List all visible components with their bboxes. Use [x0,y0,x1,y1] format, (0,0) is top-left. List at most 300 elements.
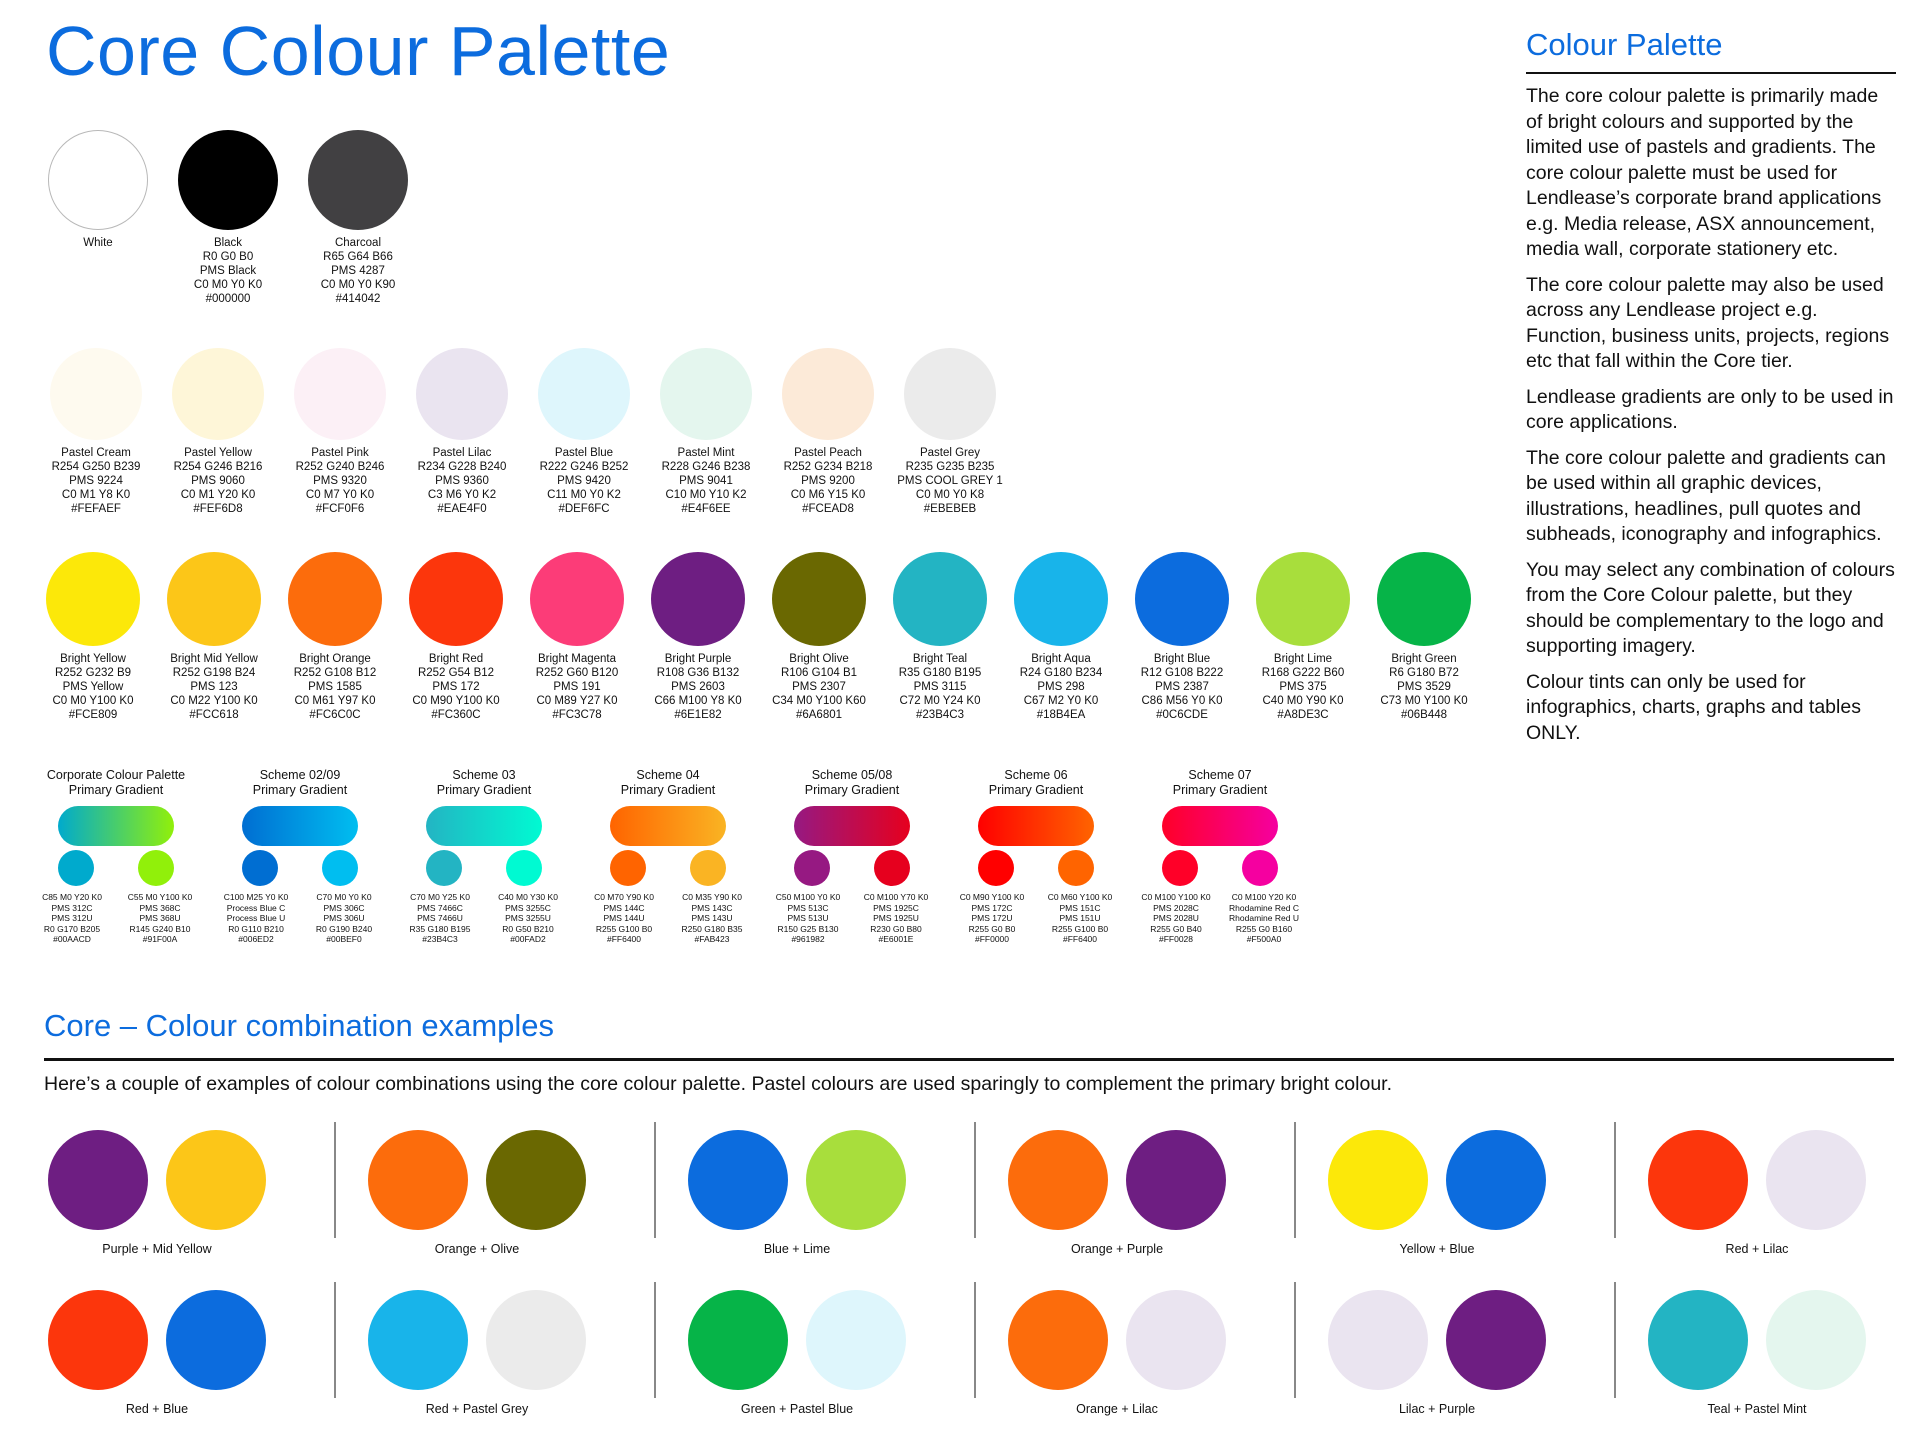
colour-caption [889,446,1011,516]
spec-line: PMS 1925C [873,902,919,913]
gradient-stops [426,850,542,890]
colour-caption [645,446,767,516]
spec-line: C0 M90 Y100 K0 [959,892,1025,902]
colour-spec: C67 M2 Y0 K0 [1023,695,1099,707]
gradient-stop-left [794,850,830,886]
combination-divider [1614,1282,1616,1398]
gradient-swatch [956,768,1116,948]
gradient-spec-left [400,892,480,945]
colour-spec: C11 M0 Y0 K2 [547,489,621,501]
colour-swatch [163,130,293,306]
gradient-stop-left [242,850,278,886]
spec-line: R0 G190 B240 [315,923,373,934]
colour-spec: PMS 3529 [1397,681,1451,693]
gradient-bar [1162,806,1278,846]
gradient-stop-right [322,850,358,886]
combination-colour-b [1126,1130,1226,1230]
spec-line: #00AACD [53,934,91,944]
colour-caption [767,446,889,516]
spec-line: #91F00A [142,934,178,944]
spec-line: #FF0028 [1158,934,1194,944]
colour-swatch [157,348,279,516]
combination-colour-a [368,1290,468,1390]
gradient-subtitle: Primary Gradient [68,783,164,797]
combination-example [674,1290,934,1416]
spec-line: R255 G100 B0 [595,923,653,934]
gradient-subtitle: Primary Gradient [804,783,900,797]
combination-colour-a [1648,1130,1748,1230]
gradient-specs [220,892,380,948]
combination-label: Red + Lilac [1725,1242,1789,1256]
gradient-spec-right [856,892,936,945]
colour-swatch [35,348,157,516]
spec-line: PMS 3255U [505,913,551,923]
gradient-title: Scheme 03 [452,768,516,782]
colour-swatch [1243,552,1364,722]
colour-swatch [279,348,401,516]
colour-caption [154,652,275,722]
colour-spec: #FCC618 [189,709,239,721]
colour-name: Bright Blue [1153,653,1211,665]
spec-line: PMS 3255C [505,902,551,913]
colour-name: Bright Olive [789,653,849,665]
gradient-stops [1162,850,1278,890]
colour-spec: C86 M56 Y0 K0 [1141,695,1223,707]
combination-pair [674,1290,934,1390]
combination-example [994,1290,1254,1416]
combination-divider [974,1282,976,1398]
colour-spec: R252 G108 B12 [293,667,377,679]
colour-spec: PMS 3115 [913,681,967,693]
spec-line: PMS 1925U [873,913,919,923]
colour-spec: PMS 2307 [792,681,846,693]
sidebar-heading: Colour Palette [1526,27,1723,62]
colour-name: Bright Aqua [1031,653,1091,665]
combination-label: Orange + Purple [1070,1242,1164,1256]
colour-name: Bright Mid Yellow [170,653,258,665]
colour-caption [396,652,517,722]
colour-caption [523,446,645,516]
combination-example [34,1290,294,1416]
combination-colour-b [1766,1290,1866,1390]
spec-line: C0 M70 Y90 K0 [594,892,654,902]
colour-name: White [83,237,113,249]
colour-caption [163,236,293,306]
spec-line: #FAB423 [694,934,730,944]
colour-caption [401,446,523,516]
colour-spec: #414042 [335,293,381,305]
colour-name: Pastel Pink [311,447,369,459]
colour-spec: C0 M0 Y0 K90 [320,279,396,291]
combination-colour-a [1328,1290,1428,1390]
spec-line: #FF6400 [606,934,642,944]
gradient-swatch [772,768,932,948]
combination-colour-b [1446,1130,1546,1230]
colour-spec: #FEFAEF [71,503,121,515]
sidebar-paragraph: The core colour palette may also be used across any Lendlease project e.g. Function, business units, projects, regions etc that fall within the Core tier. [1526,273,1890,372]
colour-spec: #18B4EA [1036,709,1086,721]
combination-example [1314,1290,1574,1416]
colour-circle [530,552,624,646]
gradient-stop-left [1162,850,1198,886]
gradient-specs [772,892,932,948]
colour-name: Pastel Yellow [184,447,252,459]
sidebar-rule [1526,72,1896,74]
colour-spec: R254 G250 B239 [51,461,141,473]
colour-circle [772,552,866,646]
colour-swatch [523,348,645,516]
gradient-spec-left [1136,892,1216,945]
colour-spec: R235 G235 B235 [905,461,995,473]
spec-line: PMS 2028C [1153,902,1199,913]
combination-label: Red + Pastel Grey [425,1402,529,1416]
gradient-subtitle: Primary Gradient [1172,783,1268,797]
colour-spec: R252 G240 B246 [295,461,385,473]
colour-caption [33,652,154,722]
spec-line: #E6001E [878,934,914,944]
colour-spec: PMS Yellow [62,681,124,693]
colour-spec: C10 M0 Y10 K2 [665,489,747,501]
gradient-specs [404,892,564,948]
combination-pair [34,1290,294,1390]
combination-divider [654,1122,656,1238]
gradient-spec-left [216,892,296,945]
colour-name: Bright Orange [299,653,371,665]
colour-spec: PMS 375 [1279,681,1327,693]
gradient-stop-right [506,850,542,886]
colour-spec: PMS 172 [432,681,480,693]
combination-pair [1314,1130,1574,1230]
gradient-stops [794,850,910,890]
gradient-spec-right [120,892,200,945]
colour-spec: PMS 2603 [671,681,725,693]
colour-spec: R222 G246 B252 [539,461,629,473]
colour-swatch [767,348,889,516]
gradient-swatch [220,768,380,948]
spec-line: PMS 144U [603,913,645,923]
gradient-title: Scheme 05/08 [811,768,893,782]
combination-divider [654,1282,656,1398]
colour-name: Bright Green [1391,653,1457,665]
colour-name: Bright Teal [912,653,968,665]
colour-name: Bright Red [428,653,484,665]
colour-spec: C0 M0 Y0 K8 [915,489,985,501]
gradient-stop-right [1058,850,1094,886]
spec-line: #FF6400 [1062,934,1098,944]
spec-line: R255 G0 B40 [1150,923,1202,934]
colour-circle [172,348,264,440]
sidebar [1526,26,1896,756]
combination-example [1314,1130,1574,1256]
colour-swatch [759,552,880,722]
combination-example [34,1130,294,1256]
colour-caption [157,446,279,516]
combination-colour-b [1766,1130,1866,1230]
gradient-specs [36,892,196,948]
gradient-swatch [1140,768,1300,948]
spec-line: R35 G180 B195 [409,923,471,934]
colour-spec: PMS 9060 [191,475,245,487]
colour-caption [35,446,157,516]
spec-line: Rhodamine Red C [1229,902,1299,913]
colour-caption [517,652,638,722]
combination-colour-a [368,1130,468,1230]
spec-line: C70 M0 Y25 K0 [410,892,470,902]
gradient-title: Scheme 06 [1004,768,1068,782]
gradient-stops [58,850,174,890]
combination-colour-a [1008,1130,1108,1230]
combination-colour-b [166,1130,266,1230]
colour-circle [1377,552,1471,646]
gradient-bar [610,806,726,846]
colour-name: Pastel Peach [794,447,862,459]
gradient-title: Scheme 07 [1188,768,1252,782]
colour-spec: #FC360C [431,709,481,721]
gradient-stops [610,850,726,890]
sidebar-paragraph: The core colour palette and gradients can be used within all graphic devices, illustrations, headlines, pull quotes and subheads, iconography and infographics. [1526,446,1886,545]
colour-caption [279,446,401,516]
colour-spec: R228 G246 B238 [661,461,751,473]
spec-line: #FF0000 [974,934,1010,944]
spec-line: PMS 312C [51,902,93,913]
spec-line: #006ED2 [238,934,274,944]
spec-line: #961982 [791,934,825,944]
sidebar-paragraph: Colour tints can only be used for infographics, charts, graphs and tables ONLY. [1526,670,1861,744]
colour-swatch [33,552,154,722]
combination-example [354,1290,614,1416]
colour-spec: #EBEBEB [923,503,977,515]
combination-divider [1294,1122,1296,1238]
combination-pair [674,1130,934,1230]
colour-spec: R24 G180 B234 [1019,667,1103,679]
colour-spec: R108 G36 B132 [656,667,740,679]
gradient-stop-right [1242,850,1278,886]
colour-spec: C0 M1 Y8 K0 [61,489,131,501]
colour-circle [178,130,278,230]
colour-spec: PMS 1585 [308,681,362,693]
spec-line: PMS 143U [691,913,733,923]
combination-example [1634,1130,1894,1256]
gradient-stop-left [978,850,1014,886]
colour-caption [1122,652,1243,722]
combination-colour-a [1648,1290,1748,1390]
colour-spec: PMS 9420 [557,475,611,487]
spec-line: C0 M100 Y20 K0 [1231,892,1297,902]
gradient-stop-left [426,850,462,886]
colour-spec: C0 M90 Y100 K0 [412,695,500,707]
spec-line: C0 M35 Y90 K0 [682,892,742,902]
spec-line: Process Blue C [226,902,286,913]
spec-line: C100 M25 Y0 K0 [223,892,289,902]
combination-example [1634,1290,1894,1416]
gradient-bar [58,806,174,846]
colour-caption [880,652,1001,722]
spec-line: C70 M0 Y0 K0 [316,892,372,902]
colour-spec: C0 M0 Y0 K0 [193,279,263,291]
combination-colour-b [806,1290,906,1390]
gradient-spec-right [488,892,568,945]
colour-spec: #FCEAD8 [802,503,854,515]
combination-colour-b [486,1290,586,1390]
spec-line: #00FAD2 [510,934,546,944]
colour-swatch [517,552,638,722]
colour-swatch [880,552,1001,722]
colour-spec: C34 M0 Y100 K60 [772,695,866,707]
colour-spec: PMS 123 [190,681,238,693]
spec-line: #00BEF0 [326,934,362,944]
colour-spec: PMS 9200 [801,475,855,487]
spec-line: R0 G50 B210 [502,923,554,934]
colour-spec: R254 G246 B216 [173,461,263,473]
combination-divider [974,1122,976,1238]
combination-colour-b [806,1130,906,1230]
colour-spec: C66 M100 Y8 K0 [654,695,742,707]
gradient-stop-right [874,850,910,886]
colour-spec: PMS 4287 [331,265,385,277]
colour-spec: R252 G234 B218 [783,461,873,473]
combination-example [354,1130,614,1256]
combination-pair [354,1130,614,1230]
sidebar-paragraph: The core colour palette is primarily made of bright colours and supported by the limited use of pastels and gradients. The core colour palette must be used for Lendlease’s corporate brand applications e.g. Media release, ASX announcement, media wall, corporate stationery etc. [1526,85,1882,260]
colour-spec: PMS Black [199,265,257,277]
combination-pair [34,1130,294,1230]
colour-spec: PMS 191 [553,681,601,693]
colour-swatch [1001,552,1122,722]
colour-caption [33,236,163,250]
combination-label: Teal + Pastel Mint [1707,1402,1807,1416]
colour-swatch [154,552,275,722]
colour-spec: C0 M1 Y20 K0 [180,489,256,501]
spec-line: C0 M60 Y100 K0 [1047,892,1113,902]
colour-name: Bright Purple [664,653,732,665]
spec-line: PMS 312U [51,913,93,923]
colour-circle [416,348,508,440]
combination-divider [1294,1282,1296,1398]
spec-line: PMS 7466U [417,913,463,923]
colour-spec: C72 M0 Y24 K0 [899,695,981,707]
combination-colour-b [1446,1290,1546,1390]
gradient-stop-left [610,850,646,886]
colour-spec: R252 G232 B9 [54,667,132,679]
colour-circle [660,348,752,440]
colour-swatch [33,130,163,250]
colour-circle [893,552,987,646]
combination-example [994,1130,1254,1256]
gradient-spec-left [952,892,1032,945]
combination-colour-a [1328,1130,1428,1230]
colour-caption [638,652,759,722]
gradient-bar [794,806,910,846]
spec-line: #23B4C3 [422,934,458,944]
sidebar-paragraph: You may select any combination of colours from the Core Colour palette, but they should be complementary to the logo and supporting imagery. [1526,558,1895,657]
colour-spec: #DEF6FC [558,503,610,515]
colour-swatch [1364,552,1485,722]
spec-line: R230 G0 B80 [870,923,922,934]
spec-line: PMS 7466C [417,902,463,913]
colour-spec: #EAE4F0 [437,503,487,515]
gradient-bar [978,806,1094,846]
combination-label: Green + Pastel Blue [740,1402,854,1416]
colour-caption [293,236,423,306]
spec-line: C0 M100 Y70 K0 [863,892,929,902]
colour-swatch [293,130,423,306]
colour-spec: PMS 9224 [69,475,123,487]
colour-circle [651,552,745,646]
combination-label: Orange + Lilac [1076,1402,1158,1416]
colour-spec: C0 M6 Y15 K0 [790,489,866,501]
colour-spec: C0 M0 Y100 K0 [52,695,134,707]
colour-circle [782,348,874,440]
combination-divider [1614,1122,1616,1238]
combination-divider [334,1282,336,1398]
spec-line: R145 G240 B10 [129,923,191,934]
colour-circle [538,348,630,440]
colour-spec: #FCE809 [68,709,118,721]
colour-spec: R0 G0 B0 [202,251,254,263]
spec-line: PMS 151U [1059,913,1101,923]
gradient-title: Corporate Colour Palette [46,768,186,782]
gradient-bar [242,806,358,846]
combination-pair [1634,1130,1894,1230]
colour-spec: R252 G60 B120 [535,667,619,679]
colour-circle [409,552,503,646]
combination-colour-a [1008,1290,1108,1390]
spec-line: Rhodamine Red U [1229,913,1299,923]
colour-circle [167,552,261,646]
spec-line: PMS 368C [139,902,181,913]
colour-circle [46,552,140,646]
gradient-specs [1140,892,1300,948]
gradient-swatch [588,768,748,948]
colour-caption [1243,652,1364,722]
gradient-subtitle: Primary Gradient [988,783,1084,797]
colour-caption [1001,652,1122,722]
spec-line: C85 M0 Y20 K0 [42,892,102,902]
colour-spec: #A8DE3C [1277,709,1329,721]
spec-line: #F500A0 [1246,934,1282,944]
colour-name: Pastel Cream [61,447,131,459]
colour-name: Pastel Mint [677,447,735,459]
colour-caption [1364,652,1485,722]
colour-spec: #FCF0F6 [315,503,365,515]
spec-line: Process Blue U [226,913,286,923]
colour-name: Pastel Grey [919,447,981,459]
gradient-stops [978,850,1094,890]
colour-spec: R12 G108 B222 [1140,667,1224,679]
combination-label: Orange + Olive [434,1242,520,1256]
colour-spec: #FC6C0C [309,709,361,721]
gradient-swatch [404,768,564,948]
colour-swatch [401,348,523,516]
spec-line: R255 G0 B0 [968,923,1016,934]
sidebar-paragraph: Lendlease gradients are only to be used in core applications. [1526,385,1894,433]
colour-spec: #06B448 [1400,709,1448,721]
colour-spec: R252 G54 B12 [417,667,495,679]
gradient-bar [426,806,542,846]
colour-circle [50,348,142,440]
spec-line: PMS 2028U [1153,913,1199,923]
gradient-spec-right [304,892,384,945]
colour-spec: R106 G104 B1 [780,667,858,679]
colour-spec: #FEF6D8 [193,503,243,515]
colour-caption [275,652,396,722]
combination-pair [994,1130,1254,1230]
combinations-intro: Here’s a couple of examples of colour combinations using the core colour palette. Pastel colours are used sparingly to complement the primary bright colour. [44,1073,1393,1095]
gradient-specs [588,892,748,948]
combination-pair [354,1290,614,1390]
combination-label: Purple + Mid Yellow [102,1242,212,1256]
page-title: Core Colour Palette [46,12,671,90]
